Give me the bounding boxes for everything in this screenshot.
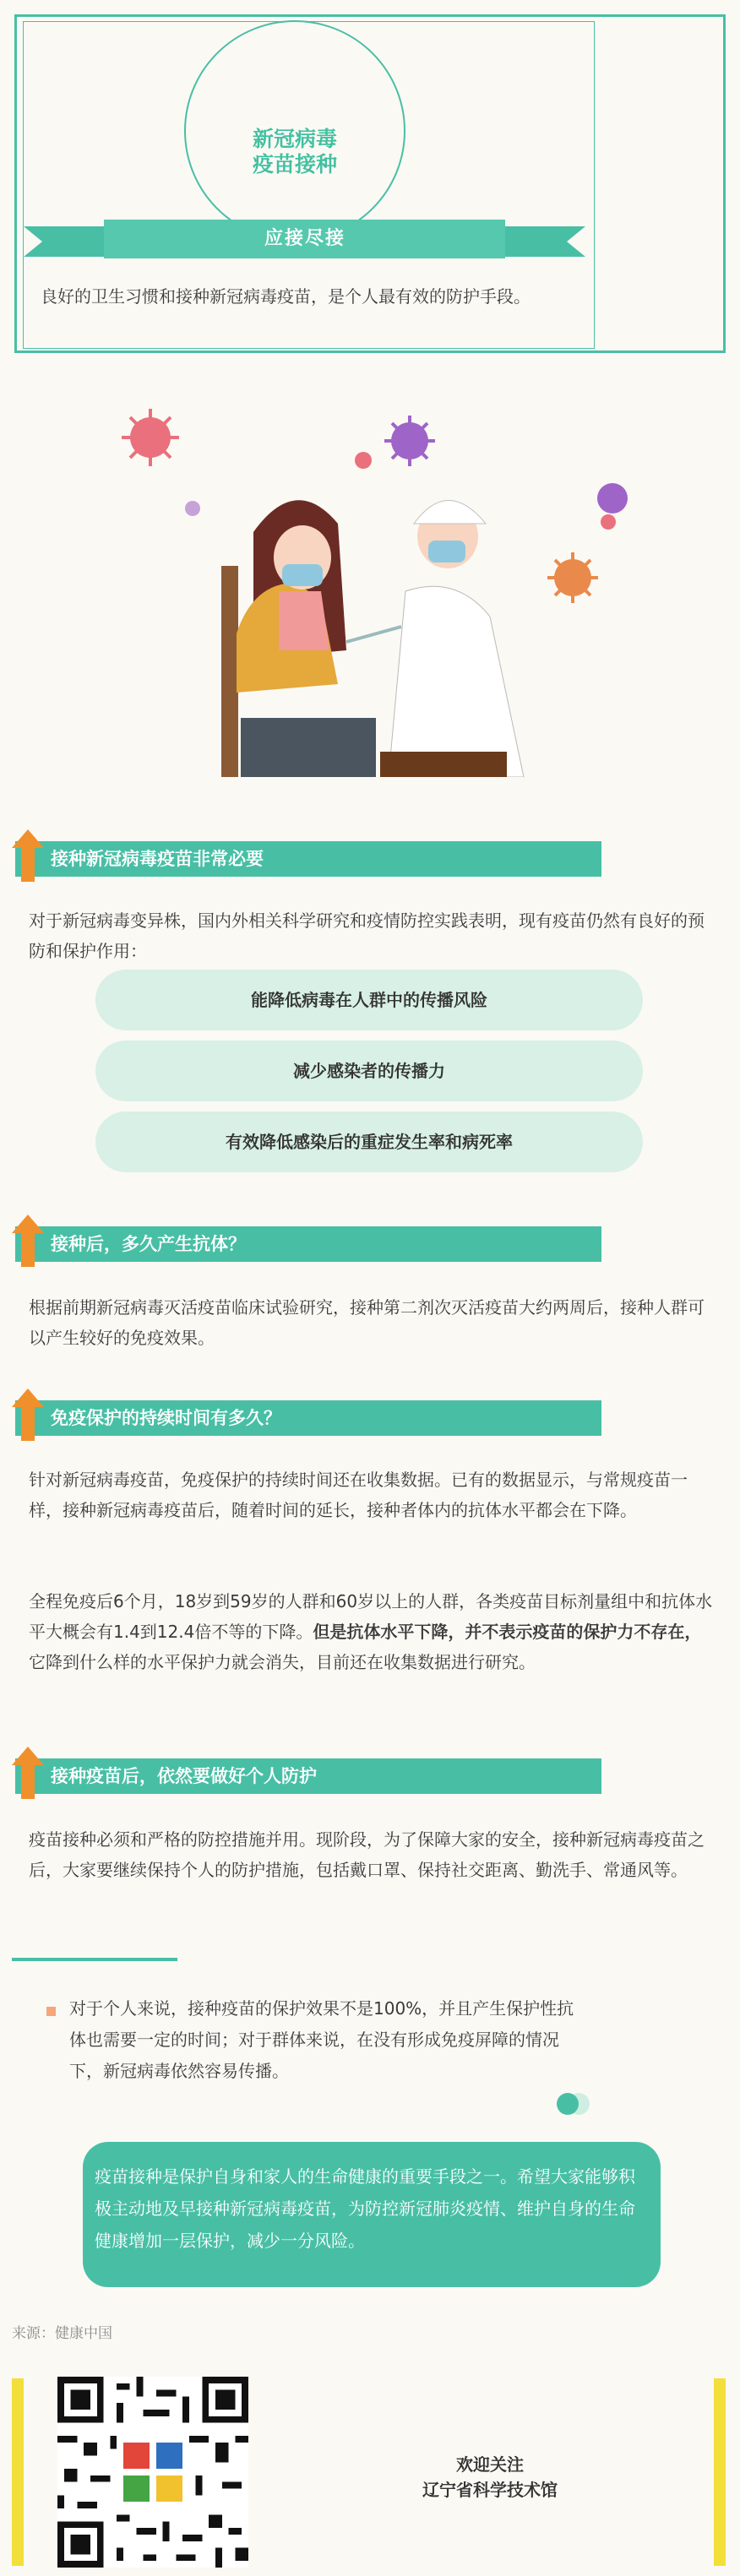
footer-accent-right (714, 2378, 726, 2566)
section-paragraph: 针对新冠病毒疫苗，免疫保护的持续时间还在收集数据。已有的数据显示，与常规疫苗一样，接种新冠病毒疫苗后，随着时间的延长，接种者体内的抗体水平都会在下降。 (29, 1470, 688, 1520)
vaccination-illustration (110, 397, 667, 777)
paragraph-text: 全程免疫后6个月，18岁到59岁的人群和60岁以上的人群，各类疫苗目标剂量组中和抗体水平大概会有1.4到12.4倍不等的下降。 (29, 1591, 713, 1642)
paragraph-text: 它降到什么样的水平保护力就会消失，目前还在收集数据进行研究。 (29, 1652, 536, 1672)
footer-accent-left (12, 2378, 24, 2566)
header-title (184, 127, 405, 177)
up-arrow-icon (12, 1389, 44, 1441)
paragraph-bold-text: 但是抗体水平下降，并不表示疫苗的保护力不存在， (313, 1622, 702, 1642)
header-title-line2: 疫苗接种 (252, 152, 337, 177)
footer-line2: 辽宁省科学技术馆 (422, 2480, 558, 2500)
pill-item: 减少感染者的传播力 (95, 1041, 643, 1101)
up-arrow-icon (12, 1747, 44, 1799)
pill-item: 能降低病毒在人群中的传播风险 (95, 970, 643, 1030)
section-paragraph: 根据前期新冠病毒灭活疫苗临床试验研究，接种第二剂次灭活疫苗大约两周后，接种人群可以产生较好的免疫效果。 (29, 1297, 705, 1348)
virus-icon (384, 416, 435, 466)
section-title: 接种后，多久产生抗体？ (51, 1234, 246, 1254)
decorative-dots (553, 2091, 594, 2117)
section-paragraph: 疫苗接种必须和严格的防控措施并用。现阶段，为了保障大家的安全，接种新冠病毒疫苗之后，大家要继续保持个人的防护措施，包括戴口罩、保持社交距离、勤洗手、常通风等。 (29, 1829, 705, 1880)
header-intro: 良好的卫生习惯和接种新冠病毒疫苗，是个人最有效的防护手段。 (41, 286, 531, 307)
footer-line1: 欢迎关注 (456, 2454, 524, 2475)
section-title: 接种疫苗后，依然要做好个人防护 (51, 1766, 317, 1786)
note-text: 对于个人来说，接种疫苗的保护效果不是100%，并且产生保护性抗体也需要一定的时间；对于群体来说，在没有形成免疫屏障的情况下，新冠病毒依然容易传播。 (69, 1998, 574, 2081)
qr-code[interactable] (57, 2377, 248, 2568)
up-arrow-icon (12, 829, 44, 882)
header-title-line1: 新冠病毒 (252, 127, 337, 151)
header-ribbon-label: 应接尽接 (264, 228, 346, 249)
callout-text: 疫苗接种是保护自身和家人的生命健康的重要手段之一。希望大家能够积极主动地及早接种新冠病毒疫苗，为防控新冠肺炎疫情、维护自身的生命健康增加一层保护，减少一分风险。 (95, 2166, 635, 2251)
section-paragraph: 对于新冠病毒变异株，国内外相关科学研究和疫情防控实践表明，现有疫苗仍然有良好的预防和保护作用： (29, 910, 705, 961)
bullet-icon (46, 2007, 56, 2016)
pill-item: 有效降低感染后的重症发生率和病死率 (95, 1111, 643, 1172)
source-label: 来源：健康中国 (12, 2325, 112, 2342)
section-title: 接种新冠病毒疫苗非常必要 (51, 849, 264, 869)
up-arrow-icon (12, 1215, 44, 1267)
footer-text (372, 2452, 608, 2503)
virus-icon (547, 552, 598, 603)
section-paragraph-2 (29, 1586, 713, 1677)
divider (12, 1958, 177, 1961)
section-title: 免疫保护的持续时间有多久？ (51, 1408, 281, 1428)
virus-icon (122, 409, 179, 466)
